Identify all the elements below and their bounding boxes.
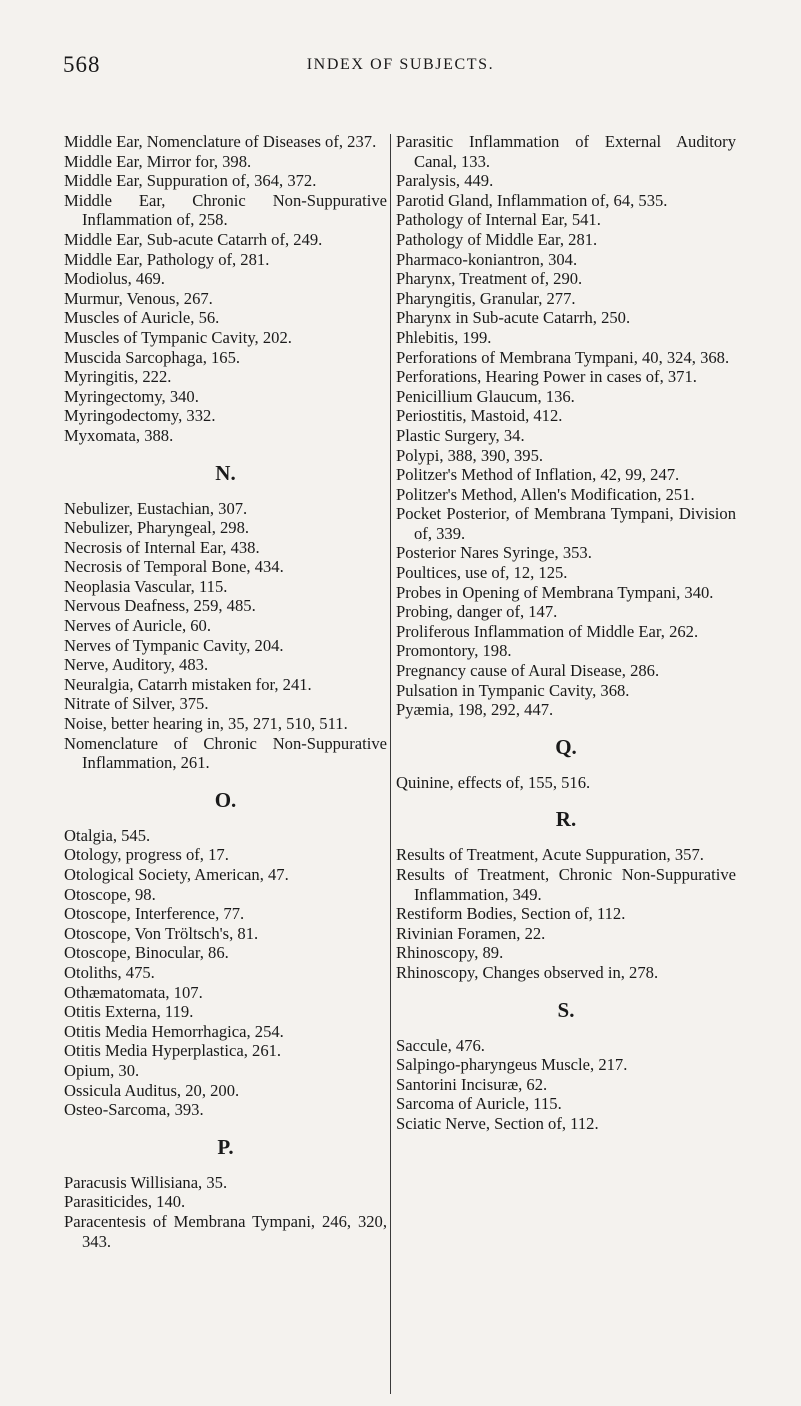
index-entry: Quinine, effects of, 155, 516. bbox=[396, 772, 591, 792]
index-entry: Periostitis, Mastoid, 412. bbox=[396, 406, 563, 426]
index-entry: Paracentesis of Membrana Tympani, 246, 320, 343. bbox=[64, 1211, 387, 1251]
index-entry: Myringectomy, 340. bbox=[64, 386, 199, 406]
index-entry: Otology, progress of, 17. bbox=[64, 845, 229, 865]
index-entry: Otoliths, 475. bbox=[64, 962, 155, 982]
index-entry: Middle Ear, Sub-acute Catarrh of, 249. bbox=[64, 229, 323, 249]
index-entry: Pharynx, Treatment of, 290. bbox=[396, 269, 583, 289]
index-entry: Otitis Media Hyperplastica, 261. bbox=[64, 1041, 282, 1061]
index-entry: Nervous Deafness, 259, 485. bbox=[64, 596, 256, 616]
index-entry: Nebulizer, Pharyngeal, 298. bbox=[64, 518, 250, 538]
index-entry: Nerves of Tympanic Cavity, 204. bbox=[64, 635, 284, 655]
index-entry: Otoscope, Von Tröltsch's, 81. bbox=[64, 923, 259, 943]
left-index-column bbox=[64, 132, 387, 1251]
index-entry: Otalgia, 545. bbox=[64, 825, 151, 845]
index-entry: Perforations, Hearing Power in cases of, 371. bbox=[396, 367, 697, 387]
index-entry: Othæmatomata, 107. bbox=[64, 982, 203, 1002]
index-entry: Muscles of Auricle, 56. bbox=[64, 308, 220, 328]
section-letter: S. bbox=[557, 997, 575, 1022]
index-entry: Middle Ear, Nomenclature of Diseases of, 237. bbox=[64, 132, 377, 151]
index-entry: Nebulizer, Eustachian, 307. bbox=[64, 498, 248, 518]
index-entry: Pharyngitis, Granular, 277. bbox=[396, 288, 576, 308]
running-title: INDEX OF SUBJECTS. bbox=[306, 56, 495, 73]
index-entry: Otoscope, Binocular, 86. bbox=[64, 943, 229, 963]
index-entry: Middle Ear, Pathology of, 281. bbox=[64, 249, 270, 269]
right-index-column bbox=[396, 132, 736, 1134]
index-entry: Pregnancy cause of Aural Disease, 286. bbox=[396, 661, 660, 681]
index-entry: Middle Ear, Suppuration of, 364, 372. bbox=[64, 171, 317, 191]
page-header bbox=[0, 52, 801, 82]
index-entry: Necrosis of Internal Ear, 438. bbox=[64, 537, 260, 557]
index-entry: Opium, 30. bbox=[64, 1060, 140, 1080]
index-entry: Pathology of Internal Ear, 541. bbox=[396, 210, 601, 230]
index-entry: Muscles of Tympanic Cavity, 202. bbox=[64, 327, 292, 347]
index-entry: Nitrate of Silver, 375. bbox=[64, 694, 209, 714]
index-entry: Pathology of Middle Ear, 281. bbox=[396, 229, 598, 249]
index-entry: Necrosis of Temporal Bone, 434. bbox=[64, 557, 284, 577]
index-entry: Paracusis Willisiana, 35. bbox=[64, 1172, 228, 1192]
column-divider bbox=[390, 134, 391, 1394]
index-entry: Politzer's Method of Inflation, 42, 99, 247. bbox=[396, 465, 680, 485]
section-letter: P. bbox=[217, 1134, 234, 1159]
index-entry: Parasitic Inflammation of External Auditory Canal, 133. bbox=[396, 132, 736, 171]
index-entry: Otitis Externa, 119. bbox=[64, 1002, 194, 1022]
index-entry: Saccule, 476. bbox=[396, 1035, 485, 1055]
index-entry: Middle Ear, Chronic Non-Suppurative Inflammation of, 258. bbox=[64, 190, 387, 230]
index-entry: Murmur, Venous, 267. bbox=[64, 288, 213, 308]
index-entry: Poultices, use of, 12, 125. bbox=[396, 563, 568, 583]
index-entry: Probes in Opening of Membrana Tympani, 340. bbox=[396, 582, 714, 602]
section-letter: N. bbox=[215, 460, 236, 485]
index-entry: Neuralgia, Catarrh mistaken for, 241. bbox=[64, 674, 312, 694]
index-entry: Salpingo-pharyngeus Muscle, 217. bbox=[396, 1055, 628, 1075]
index-entry: Promontory, 198. bbox=[396, 641, 512, 661]
index-entry: Nerve, Auditory, 483. bbox=[64, 655, 209, 675]
index-entry: Rivinian Foramen, 22. bbox=[396, 923, 546, 943]
index-entry: Perforations of Membrana Tympani, 40, 324, 368. bbox=[396, 347, 730, 367]
section-letter: O. bbox=[214, 787, 237, 812]
section-letter: R. bbox=[555, 807, 577, 832]
index-entry: Otitis Media Hemorrhagica, 254. bbox=[64, 1021, 284, 1041]
index-entry: Otoscope, Interference, 77. bbox=[64, 904, 245, 924]
index-entry: Paralysis, 449. bbox=[396, 171, 494, 191]
index-entry: Modiolus, 469. bbox=[64, 269, 165, 289]
index-entry: Pharmaco-koniantron, 304. bbox=[396, 249, 578, 269]
index-entry: Pulsation in Tympanic Cavity, 368. bbox=[396, 680, 630, 700]
page-number: 568 bbox=[63, 52, 101, 77]
index-entry: Results of Treatment, Acute Suppuration, 357. bbox=[396, 845, 704, 865]
index-entry: Osteo-Sarcoma, 393. bbox=[64, 1100, 204, 1120]
index-entry: Rhinoscopy, Changes observed in, 278. bbox=[396, 962, 659, 982]
index-entry: Restiform Bodies, Section of, 112. bbox=[396, 904, 626, 924]
index-entry: Plastic Surgery, 34. bbox=[396, 425, 525, 445]
index-entry: Nomenclature of Chronic Non-Suppurative Inflammation, 261. bbox=[64, 733, 387, 773]
index-entry: Otoscope, 98. bbox=[64, 884, 156, 904]
index-entry: Ossicula Auditus, 20, 200. bbox=[64, 1080, 240, 1100]
index-entry: Pocket Posterior, of Membrana Tympani, Division of, 339. bbox=[396, 504, 736, 543]
index-entry: Proliferous Inflammation of Middle Ear, 262. bbox=[396, 621, 699, 641]
index-entry: Parasiticides, 140. bbox=[64, 1192, 186, 1212]
index-entry: Myxomata, 388. bbox=[64, 425, 174, 445]
index-entry: Noise, better hearing in, 35, 271, 510, 511. bbox=[64, 714, 348, 734]
index-entry: Politzer's Method, Allen's Modification, 251. bbox=[396, 484, 695, 504]
index-entry: Pyæmia, 198, 292, 447. bbox=[396, 700, 554, 720]
index-entry: Otological Society, American, 47. bbox=[64, 865, 289, 884]
index-entry: Polypi, 388, 390, 395. bbox=[396, 445, 544, 465]
index-entry: Probing, danger of, 147. bbox=[396, 602, 558, 622]
index-entry: Sciatic Nerve, Section of, 112. bbox=[396, 1113, 599, 1133]
index-entry: Neoplasia Vascular, 115. bbox=[64, 576, 228, 596]
index-entry: Muscida Sarcophaga, 165. bbox=[64, 347, 241, 367]
index-entry: Posterior Nares Syringe, 353. bbox=[396, 543, 592, 563]
index-entry: Middle Ear, Mirror for, 398. bbox=[64, 151, 252, 171]
index-entry: Myringodectomy, 332. bbox=[64, 406, 216, 426]
index-entry: Results of Treatment, Chronic Non-Suppurative Inflammation, 349. bbox=[396, 865, 736, 904]
index-entry: Rhinoscopy, 89. bbox=[396, 943, 504, 963]
index-entry: Phlebitis, 199. bbox=[396, 327, 492, 347]
index-entry: Nerves of Auricle, 60. bbox=[64, 616, 211, 636]
index-entry: Pharynx in Sub-acute Catarrh, 250. bbox=[396, 308, 631, 328]
index-entry: Sarcoma of Auricle, 115. bbox=[396, 1094, 562, 1114]
index-entry: Parotid Gland, Inflammation of, 64, 535. bbox=[396, 190, 668, 210]
index-entry: Santorini Incisuræ, 62. bbox=[396, 1074, 548, 1094]
index-entry: Penicillium Glaucum, 136. bbox=[396, 386, 575, 406]
index-entry: Myringitis, 222. bbox=[64, 367, 172, 387]
section-letter: Q. bbox=[555, 734, 577, 759]
